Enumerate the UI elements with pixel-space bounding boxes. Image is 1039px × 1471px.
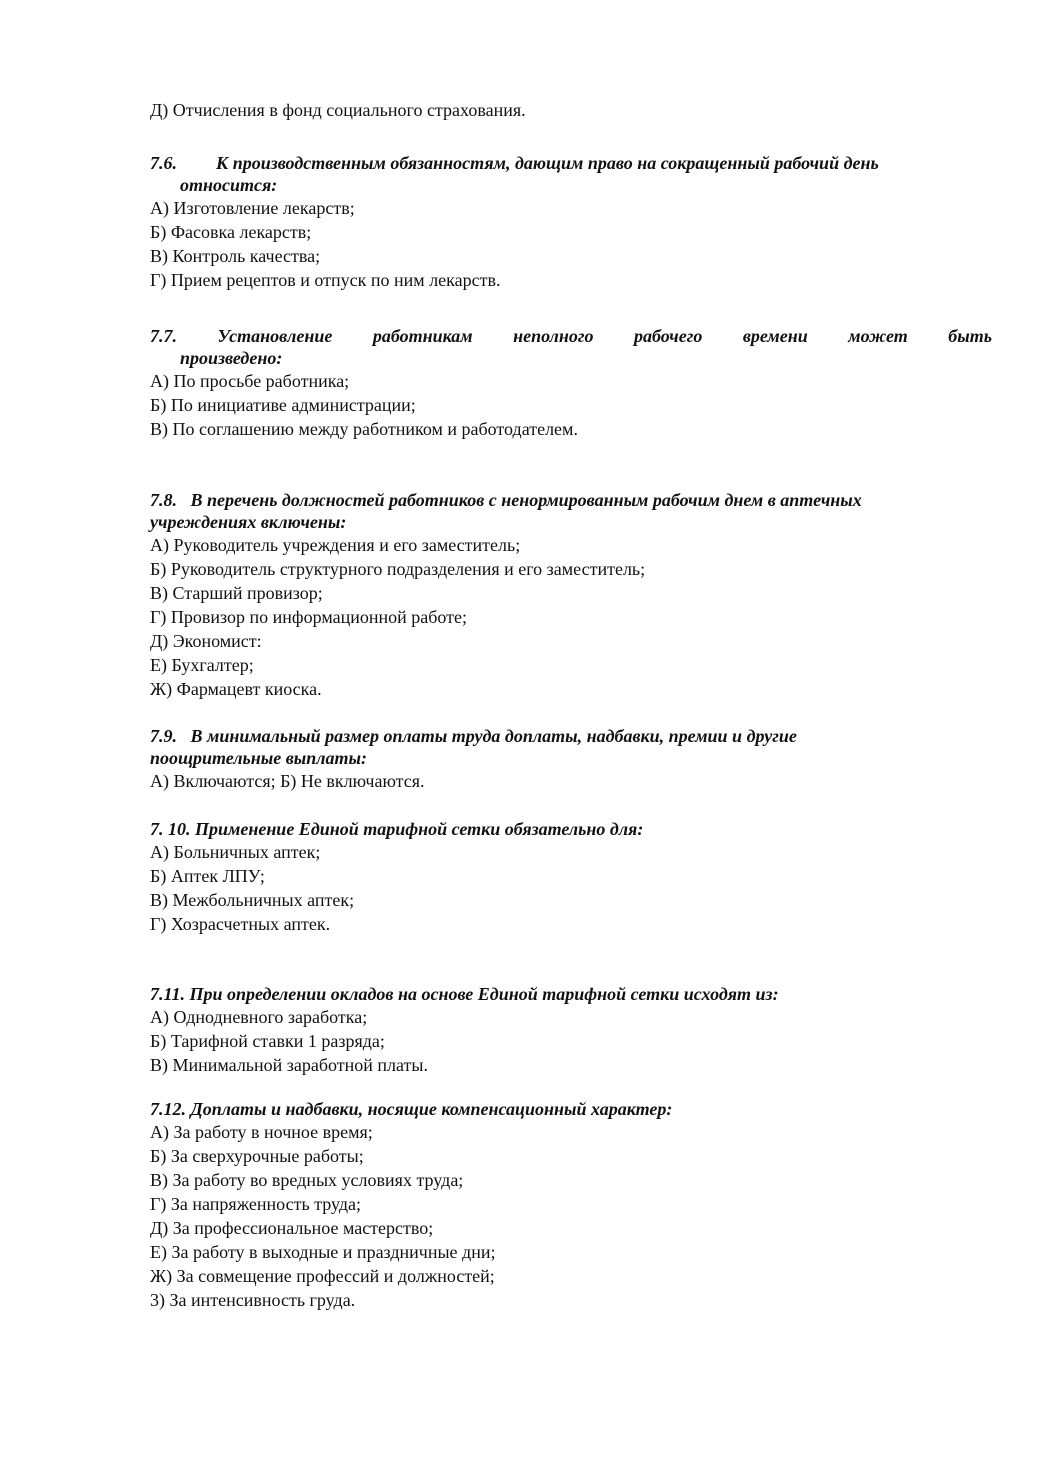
question-word: Установление (217, 326, 333, 346)
option: Г) Провизор по информационной работе; (150, 607, 468, 627)
answer-line: Д) Отчисления в фонд социального страхования. (150, 100, 526, 120)
option: В) Старший провизор; (150, 583, 323, 603)
question-text-cont: относится: (180, 175, 278, 195)
option: Б) Аптек ЛПУ; (150, 866, 265, 886)
option: Б) За сверхурочные работы; (150, 1146, 364, 1166)
question-heading: 7.9. В минимальный размер оплаты труда доплаты, надбавки, премии и другие (150, 726, 797, 746)
question-heading: 7.12. Доплаты и надбавки, носящие компенсационный характер: (150, 1099, 673, 1119)
option: А) По просьбе работника; (150, 371, 350, 391)
question-7-12 (150, 1098, 992, 1312)
question-word: рабочего (634, 326, 703, 346)
option: Г) Прием рецептов и отпуск по ним лекарств. (150, 270, 501, 290)
option: В) Минимальной заработной платы. (150, 1055, 429, 1075)
question-7-8 (150, 489, 992, 701)
question-heading: 7.11. При определении окладов на основе Единой тарифной сетки исходят из: (150, 984, 779, 1004)
question-word: работникам (372, 326, 473, 346)
question-7-10 (150, 818, 992, 936)
question-7-6 (150, 152, 992, 292)
option: Ж) Фармацевт киоска. (150, 679, 322, 699)
prev-answer-block (150, 98, 992, 122)
option: Б) Тарифной ставки 1 разряда; (150, 1031, 385, 1051)
question-heading (150, 325, 992, 347)
question-7-11 (150, 983, 992, 1077)
question-word: быть (948, 326, 992, 346)
option: Б) По инициативе администрации; (150, 395, 416, 415)
question-heading (150, 152, 992, 174)
question-7-9 (150, 725, 992, 793)
question-text-cont: поощрительные выплаты: (150, 748, 368, 768)
option: В) По соглашению между работником и работодателем. (150, 419, 578, 439)
question-word: времени (742, 326, 808, 346)
option: Г) За напряженность труда; (150, 1194, 362, 1214)
option: А) Руководитель учреждения и его заместитель; (150, 535, 521, 555)
option: А) Изготовление лекарств; (150, 198, 355, 218)
option: Е) За работу в выходные и праздничные дни; (150, 1242, 496, 1262)
question-heading: 7. 10. Применение Единой тарифной сетки обязательно для: (150, 819, 644, 839)
question-word: может (848, 326, 908, 346)
option: Б) Фасовка лекарств; (150, 222, 312, 242)
question-word: неполного (513, 326, 594, 346)
option: Д) Экономист: (150, 631, 262, 651)
question-7-7 (150, 325, 992, 441)
option: Г) Хозрасчетных аптек. (150, 914, 331, 934)
option: Б) Руководитель структурного подразделения и его заместитель; (150, 559, 646, 579)
option: В) Контроль качества; (150, 246, 321, 266)
question-heading: 7.8. В перечень должностей работников с ненормированным рабочим днем в аптечных (150, 490, 862, 510)
option: Ж) За совмещение профессий и должностей; (150, 1266, 495, 1286)
option: А) Больничных аптек; (150, 842, 321, 862)
question-text-cont: произведено: (180, 348, 283, 368)
question-number: 7.7. (150, 326, 177, 346)
option: А) Включаются; Б) Не включаются. (150, 771, 425, 791)
option: Д) За профессиональное мастерство; (150, 1218, 434, 1238)
option: В) Межбольничных аптек; (150, 890, 355, 910)
option: А) Однодневного заработка; (150, 1007, 368, 1027)
option: 3) За интенсивность груда. (150, 1290, 356, 1310)
option: В) За работу во вредных условиях труда; (150, 1170, 464, 1190)
question-number: 7.6. (150, 153, 177, 173)
option: Е) Бухгалтер; (150, 655, 254, 675)
question-text-cont: учреждениях включены: (150, 512, 347, 532)
question-text: К производственным обязанностям, дающим право на сокращенный рабочий день (216, 153, 879, 173)
option: А) За работу в ночное время; (150, 1122, 373, 1142)
